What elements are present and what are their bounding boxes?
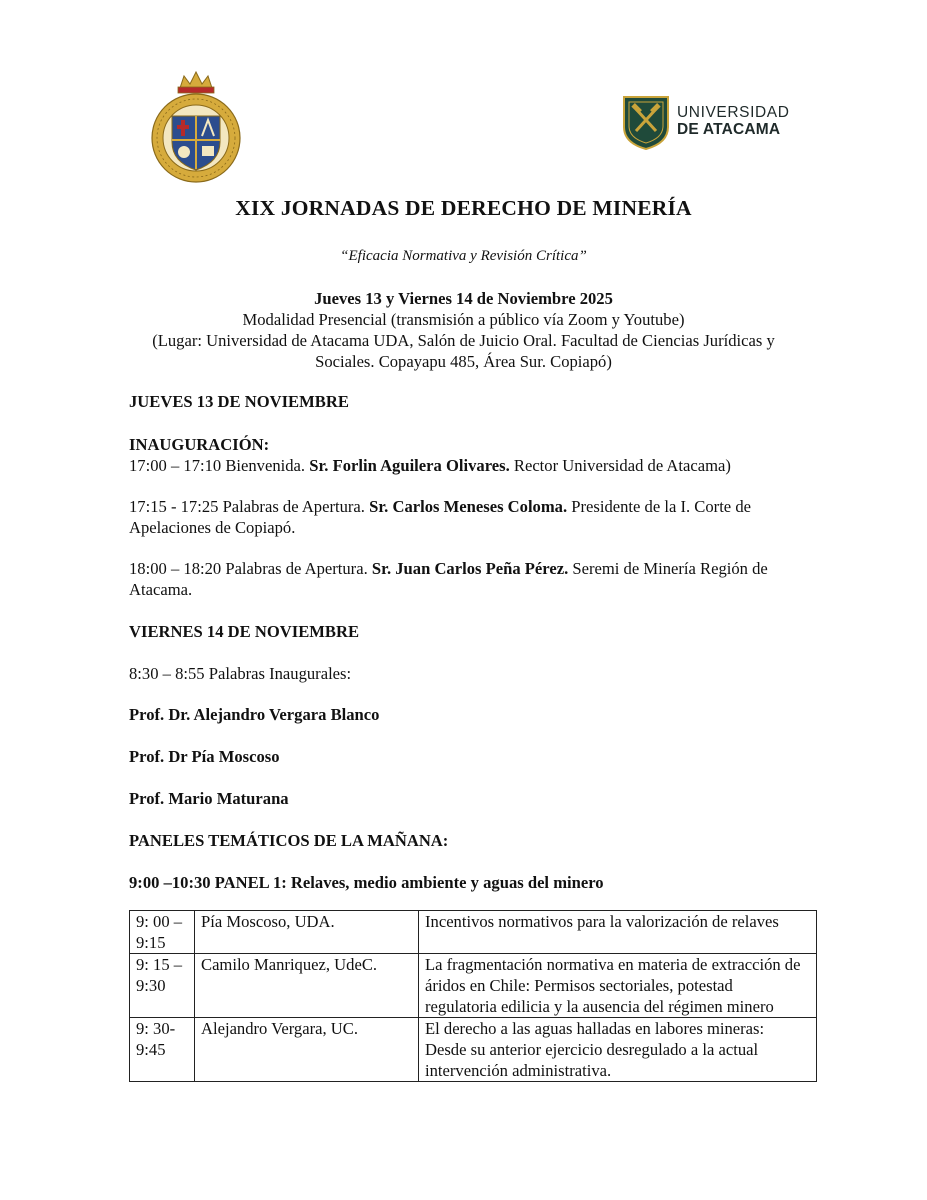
- speaker-cell: Alejandro Vergara, UC.: [195, 1018, 419, 1082]
- uda-shield-icon: [620, 93, 672, 151]
- agenda-time-text: 17:15 - 17:25 Palabras de Apertura.: [129, 497, 370, 516]
- agenda-role-cont: Atacama.: [129, 580, 193, 599]
- uda-logo: [620, 93, 795, 153]
- table-row: [130, 954, 817, 1018]
- event-location-line1: (Lugar: Universidad de Atacama UDA, Salón de Juicio Oral. Facultad de Ciencias Jurídicas y: [152, 331, 775, 350]
- event-modality: Modalidad Presencial (transmisión a público vía Zoom y Youtube): [242, 310, 685, 329]
- agenda-speaker: Sr. Juan Carlos Peña Pérez.: [371, 559, 569, 578]
- event-info: [120, 288, 807, 372]
- crest-icon: [150, 70, 242, 186]
- page-subtitle: “Eficacia Normativa y Revisión Crítica”: [340, 248, 587, 264]
- topic-cell: Incentivos normativos para la valorización de relaves: [419, 911, 817, 954]
- agenda-role: Seremi de Minería Región de: [568, 559, 768, 578]
- table-row: [130, 1018, 817, 1082]
- agenda-speaker: Sr. Forlin Aguilera Olivares.: [309, 456, 510, 475]
- puc-crest-logo: [150, 70, 242, 186]
- speaker-name: Prof. Mario Maturana: [129, 789, 289, 808]
- speaker-cell: Camilo Manriquez, UdeC.: [195, 954, 419, 1018]
- time-cell: 9: 30- 9:45: [130, 1018, 195, 1082]
- day2-heading: VIERNES 14 DE NOVIEMBRE: [129, 622, 360, 641]
- day1-heading: JUEVES 13 DE NOVIEMBRE: [129, 392, 349, 411]
- panel1-heading: 9:00 –10:30 PANEL 1: Relaves, medio ambiente y aguas del minero: [129, 873, 604, 892]
- table-row: [130, 911, 817, 954]
- time-cell: 9: 00 – 9:15: [130, 911, 195, 954]
- panels-heading: PANELES TEMÁTICOS DE LA MAÑANA:: [129, 831, 449, 850]
- agenda-role-cont: Apelaciones de Copiapó.: [129, 518, 296, 537]
- agenda-time-text: 17:00 – 17:10 Bienvenida.: [129, 456, 310, 475]
- agenda-speaker: Sr. Carlos Meneses Coloma.: [369, 497, 568, 516]
- panel1-table: [129, 910, 817, 1082]
- agenda-item: [129, 455, 819, 476]
- inauguration-heading: INAUGURACIÓN:: [129, 435, 270, 454]
- speaker-name: Prof. Dr. Alejandro Vergara Blanco: [129, 705, 380, 724]
- agenda-role: Presidente de la I. Corte de: [567, 497, 751, 516]
- agenda-time-text: 18:00 – 18:20 Palabras de Apertura.: [129, 559, 372, 578]
- speaker-cell: Pía Moscoso, UDA.: [195, 911, 419, 954]
- agenda-role: Rector Universidad de Atacama): [509, 456, 731, 475]
- uda-wordmark: [677, 105, 790, 138]
- time-cell: 9: 15 – 9:30: [130, 954, 195, 1018]
- opening-remarks: 8:30 – 8:55 Palabras Inaugurales:: [129, 664, 352, 683]
- page-title: XIX JORNADAS DE DERECHO DE MINERÍA: [235, 196, 692, 220]
- topic-cell: La fragmentación normativa en materia de extracción de áridos en Chile: Permisos sectoriales, potestad regulatoria edilicia y la ausencia del régimen minero: [419, 954, 817, 1018]
- speaker-name: Prof. Dr Pía Moscoso: [129, 747, 280, 766]
- event-location-line2: Sociales. Copayapu 485, Área Sur. Copiapó): [315, 352, 612, 371]
- event-dates: Jueves 13 y Viernes 14 de Noviembre 2025: [314, 289, 613, 308]
- topic-cell: El derecho a las aguas halladas en labores mineras: Desde su anterior ejercicio desregulado a la actual intervención administrativa.: [419, 1018, 817, 1082]
- agenda-item: [129, 558, 819, 600]
- agenda-item: [129, 496, 819, 538]
- uda-line2: DE ATACAMA: [677, 121, 781, 138]
- uda-line1: UNIVERSIDAD: [677, 104, 790, 121]
